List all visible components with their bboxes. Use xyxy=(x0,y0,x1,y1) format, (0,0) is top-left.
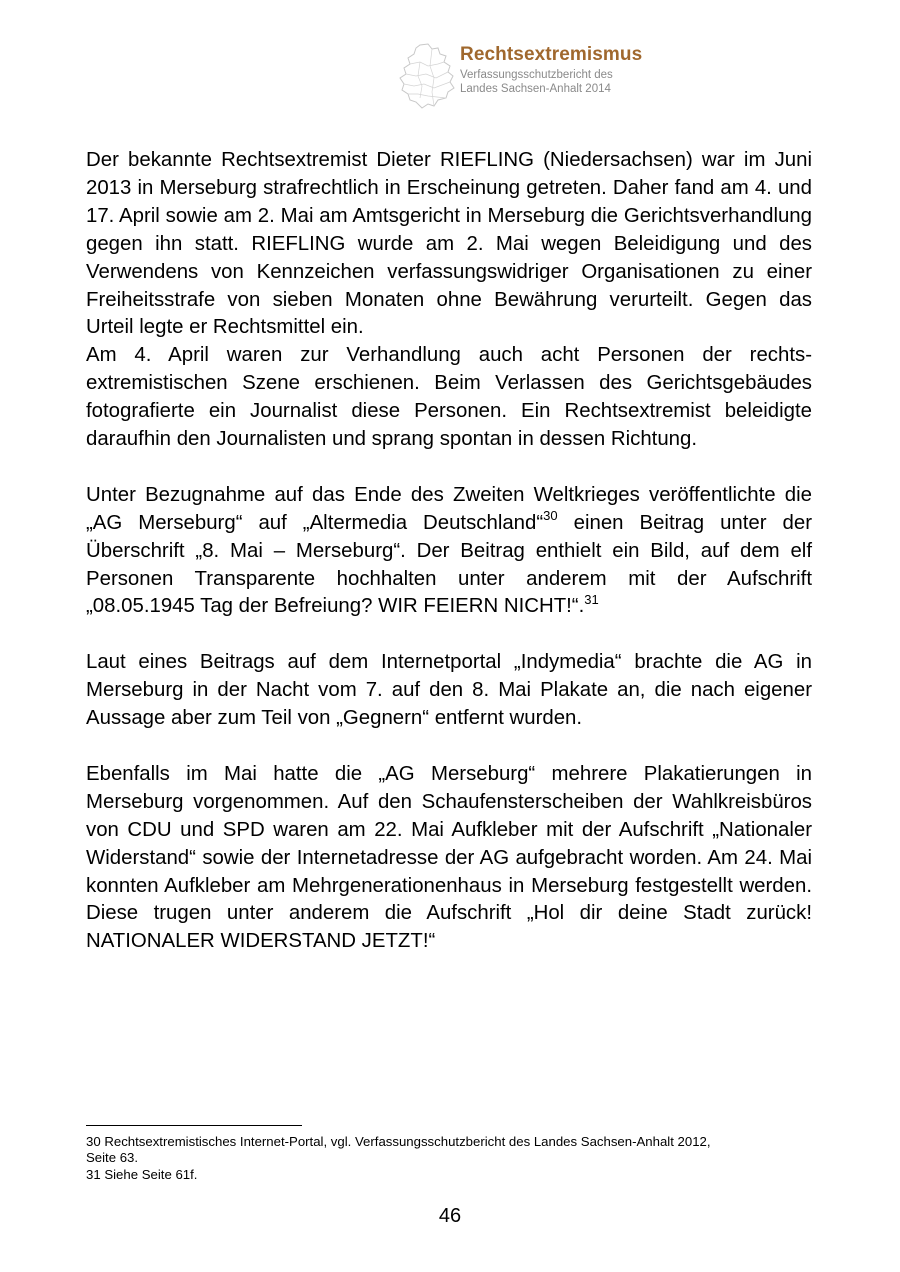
paragraph-stickers: Ebenfalls im Mai hatte die „AG Merseburg“ mehrere Plakatierungen in Merseburg vorgenommen. Auf den Schaufensterscheiben der Wahlkreisbüros von CDU und SPD waren am 22. Mai Aufkleber mit der Aufschrift „Nationaler Widerstand“ sowie der Internetadresse der AG aufgebracht worden. Am 24. Mai konnten Aufkleber am Mehrgenerationenhaus in Merseburg festgestellt werden. Diese trugen unter anderem die Aufschrift „Hol dir deine Stadt zurück! NATIONALER WIDERSTAND JETZT!“ xyxy=(86,762,812,953)
footnote-31: 31 Siehe Seite 61f. xyxy=(86,1166,198,1182)
footnote-30-line1: 30 Rechtsextremistisches Internet-Portal, vgl. Verfassungsschutzbericht des Landes Sachsen-Anhalt 2012, xyxy=(86,1134,711,1149)
footnotes xyxy=(86,1134,812,1183)
paragraph-altermedia-part2: einen Beitrag unter der Überschrift „8. Mai – Merseburg“. Der Beitrag enthielt ein Bild, auf dem elf Personen Transparente hochhalten unter anderem mit der Aufschrift „08.05.1945 Tag der Befreiung? WIR FEIERN NICHT!“. xyxy=(86,511,812,618)
header-subtitle-line2: Landes Sachsen-Anhalt 2014 xyxy=(460,83,611,95)
page-number: 46 xyxy=(438,1205,462,1227)
page-header xyxy=(398,40,698,112)
body-text xyxy=(86,147,812,956)
footnote-ref-30: 30 xyxy=(543,507,558,523)
footnote-separator xyxy=(86,1125,302,1126)
paragraph-riefling: Der bekannte Rechtsextremist Dieter RIEFLING (Niedersachsen) war im Juni 2013 in Merseburg strafrechtlich in Erscheinung getreten. Daher fand am 4. und 17. April sowie am 2. Mai am Amtsgericht in Merseburg die Gerichtsverhandlung gegen ihn statt. RIEFLING wurde am 2. Mai wegen Beleidigung und des Verwendens von Kennzeichen verfassungswidriger Organisationen zu einer Freiheitsstrafe von sieben Monaten ohne Bewährung verurteilt. Gegen das Urteil legte er Rechtsmittel ein. xyxy=(86,149,812,339)
footnote-ref-31: 31 xyxy=(584,591,599,607)
footnote-30-line2: Seite 63. xyxy=(86,1150,139,1166)
paragraph-court-visit: Am 4. April waren zur Verhandlung auch acht Personen der rechtsextremistischen Szene erschienen. Beim Verlassen des Gerichtsgebäudes fotografierte ein Journalist diese Personen. Ein Rechtsextremist beleidigte daraufhin den Journalisten und sprang spontan in dessen Richtung. xyxy=(86,344,812,451)
header-subtitle-line1: Verfassungsschutzbericht des xyxy=(460,69,613,81)
header-title: Rechtsextremismus xyxy=(460,44,643,65)
paragraph-indymedia: Laut eines Beitrags auf dem Internetportal „Indymedia“ brachte die AG in Merseburg in der Nacht vom 7. auf den 8. Mai Plakate an, die nach eigener Aussage aber zum Teil von „Gegnern“ entfernt wurden. xyxy=(86,651,812,730)
paragraph-altermedia xyxy=(86,482,812,622)
saxony-anhalt-map-icon xyxy=(398,42,458,110)
paragraph-altermedia-part1: Unter Bezugnahme auf das Ende des Zweiten Weltkrieges veröffentlichte die „AG Merseburg“ auf „Altermedia Deutschland“ xyxy=(86,483,812,534)
